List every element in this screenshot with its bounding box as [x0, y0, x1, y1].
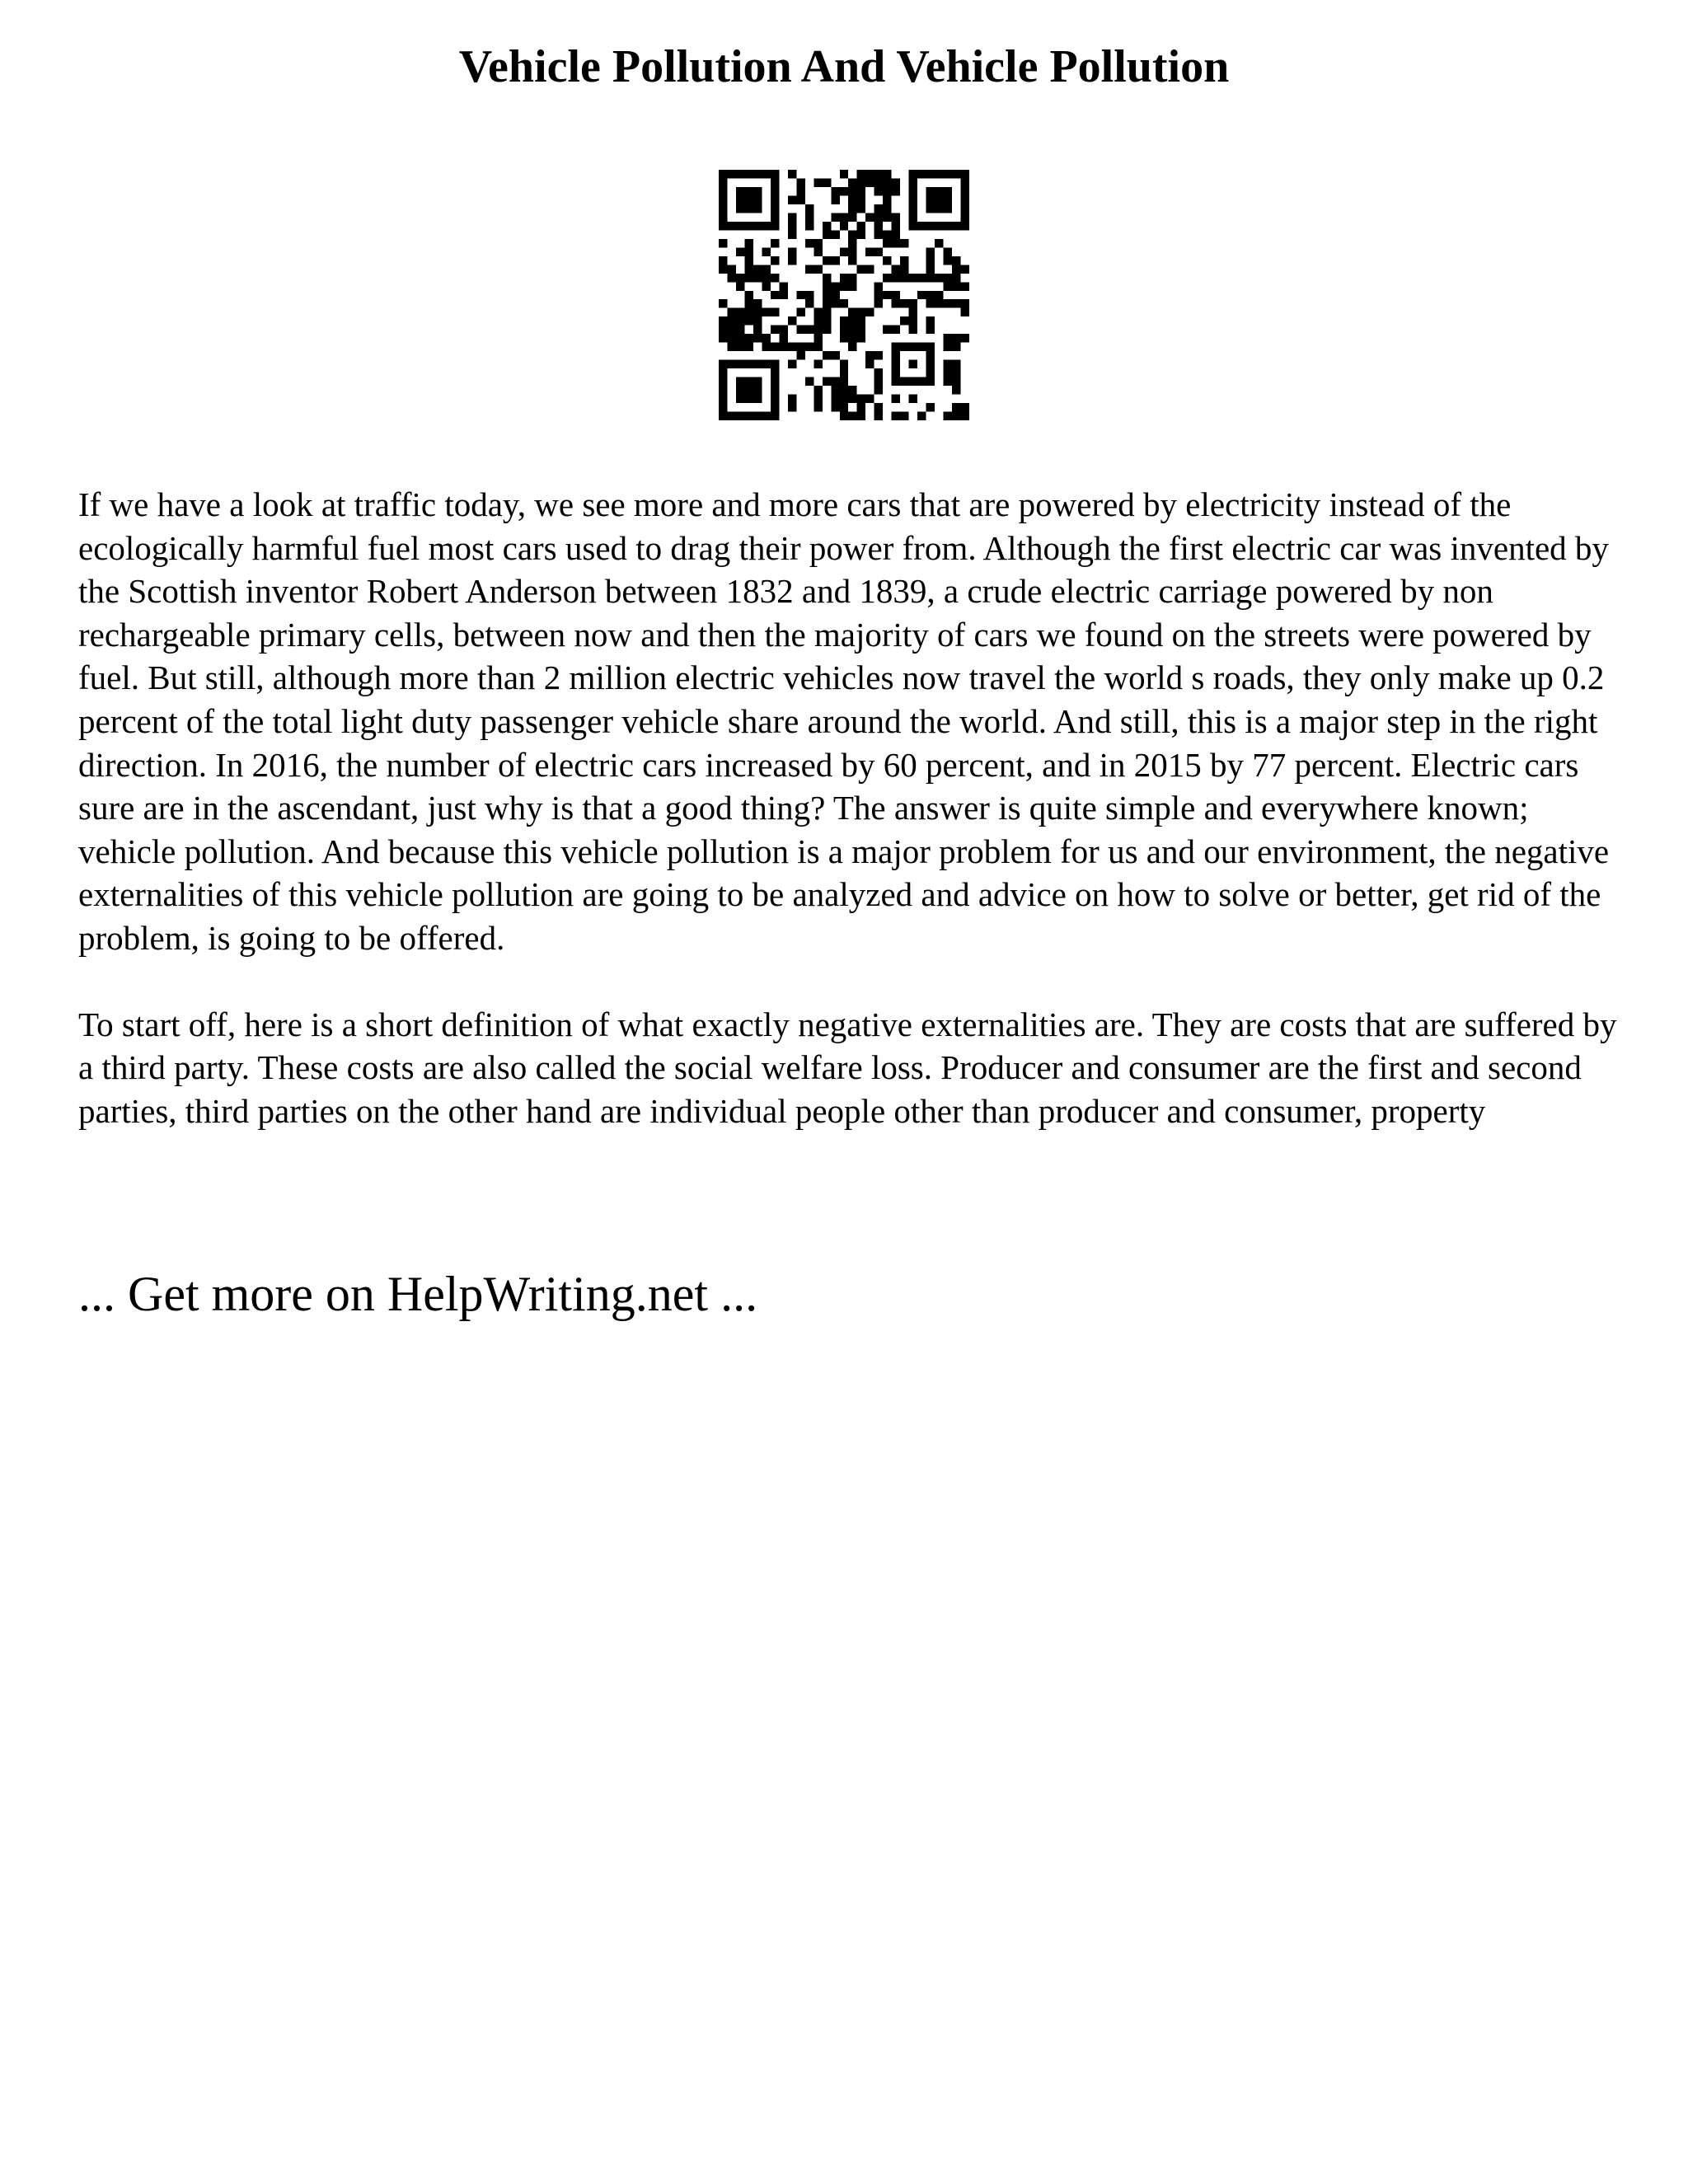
qr-code-icon	[719, 170, 969, 420]
paragraph-1: If we have a look at traffic today, we see more and more cars that are powered by electricity instead of the ecologically harmful fuel most cars used to drag their power from. Although the first electric car was invented by the Scottish inventor Robert Anderson between 1832 and 1839, a crude electric carriage powered by non rechargeable primary cells, between now and then the majority of cars we found on the streets were powered by fuel. But still, although more than 2 million electric vehicles now travel the world s roads, they only make up 0.2 percent of the total light duty passenger vehicle share around the world. And still, this is a major step in the right direction. In 2016, the number of electric cars increased by 60 percent, and in 2015 by 77 percent. Electric cars sure are in the ascendant, just why is that a good thing? The answer is quite simple and everywhere known; vehicle pollution. And because this vehicle pollution is a major problem for us and our environment, the negative externalities of this vehicle pollution are going to be analyzed and advice on how to solve or better, get rid of the problem, is going to be offered.	[78, 485, 1610, 957]
get-more-link[interactable]: ... Get more on HelpWriting.net ...	[78, 1267, 758, 1321]
paragraph-2: To start off, here is a short definition of what exactly negative externalities are. They are costs that are suffered by a third party. These costs are also called the social welfare loss. Producer and consumer are the first and second parties, third parties on the other hand are individual people other than producer and consumer, property	[78, 1005, 1617, 1130]
page-title: Vehicle Pollution And Vehicle Pollution	[458, 41, 1230, 92]
article-body	[78, 483, 1628, 1175]
